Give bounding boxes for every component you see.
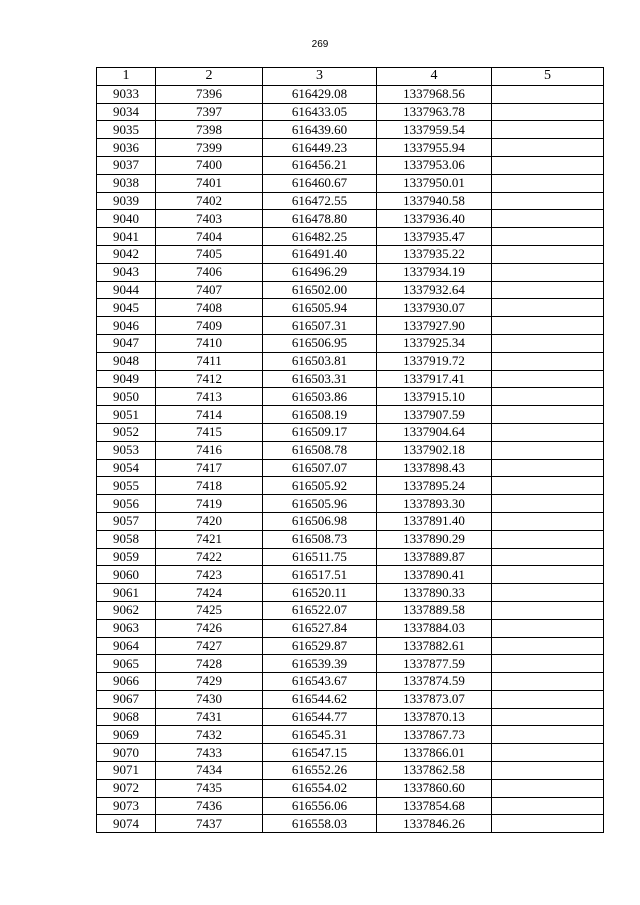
cell-y-coordinate: 1337936.40 bbox=[377, 210, 492, 228]
column-header-5: 5 bbox=[492, 68, 604, 86]
cell-index: 7415 bbox=[156, 423, 263, 441]
cell-y-coordinate: 1337874.59 bbox=[377, 673, 492, 691]
cell-point-number: 9045 bbox=[97, 299, 156, 317]
cell-point-number: 9046 bbox=[97, 317, 156, 335]
cell-note bbox=[492, 263, 604, 281]
cell-y-coordinate: 1337934.19 bbox=[377, 263, 492, 281]
cell-index: 7429 bbox=[156, 673, 263, 691]
cell-index: 7412 bbox=[156, 370, 263, 388]
cell-point-number: 9066 bbox=[97, 673, 156, 691]
cell-x-coordinate: 616554.02 bbox=[263, 779, 377, 797]
cell-y-coordinate: 1337866.01 bbox=[377, 744, 492, 762]
cell-point-number: 9037 bbox=[97, 156, 156, 174]
cell-note bbox=[492, 423, 604, 441]
table-row bbox=[97, 762, 604, 780]
cell-note bbox=[492, 619, 604, 637]
cell-note bbox=[492, 584, 604, 602]
cell-point-number: 9069 bbox=[97, 726, 156, 744]
table-row bbox=[97, 156, 604, 174]
cell-index: 7420 bbox=[156, 512, 263, 530]
cell-note bbox=[492, 139, 604, 157]
table-row bbox=[97, 477, 604, 495]
table-row bbox=[97, 103, 604, 121]
table-row bbox=[97, 441, 604, 459]
cell-index: 7437 bbox=[156, 815, 263, 833]
cell-y-coordinate: 1337860.60 bbox=[377, 779, 492, 797]
cell-y-coordinate: 1337919.72 bbox=[377, 352, 492, 370]
cell-y-coordinate: 1337932.64 bbox=[377, 281, 492, 299]
cell-note bbox=[492, 762, 604, 780]
cell-point-number: 9063 bbox=[97, 619, 156, 637]
cell-point-number: 9043 bbox=[97, 263, 156, 281]
cell-x-coordinate: 616556.06 bbox=[263, 797, 377, 815]
cell-y-coordinate: 1337893.30 bbox=[377, 495, 492, 513]
cell-x-coordinate: 616460.67 bbox=[263, 174, 377, 192]
cell-note bbox=[492, 85, 604, 103]
cell-y-coordinate: 1337904.64 bbox=[377, 423, 492, 441]
cell-y-coordinate: 1337930.07 bbox=[377, 299, 492, 317]
cell-index: 7424 bbox=[156, 584, 263, 602]
table-row bbox=[97, 245, 604, 263]
cell-x-coordinate: 616558.03 bbox=[263, 815, 377, 833]
coordinates-table bbox=[96, 67, 604, 833]
table-row bbox=[97, 281, 604, 299]
cell-point-number: 9049 bbox=[97, 370, 156, 388]
cell-y-coordinate: 1337882.61 bbox=[377, 637, 492, 655]
column-header-4: 4 bbox=[377, 68, 492, 86]
cell-y-coordinate: 1337877.59 bbox=[377, 655, 492, 673]
cell-note bbox=[492, 388, 604, 406]
cell-point-number: 9044 bbox=[97, 281, 156, 299]
cell-index: 7433 bbox=[156, 744, 263, 762]
table-row bbox=[97, 566, 604, 584]
cell-x-coordinate: 616507.07 bbox=[263, 459, 377, 477]
cell-index: 7428 bbox=[156, 655, 263, 673]
cell-y-coordinate: 1337867.73 bbox=[377, 726, 492, 744]
table-row bbox=[97, 352, 604, 370]
table-row bbox=[97, 726, 604, 744]
cell-note bbox=[492, 512, 604, 530]
cell-note bbox=[492, 566, 604, 584]
table-row bbox=[97, 601, 604, 619]
cell-point-number: 9047 bbox=[97, 334, 156, 352]
cell-x-coordinate: 616433.05 bbox=[263, 103, 377, 121]
cell-x-coordinate: 616496.29 bbox=[263, 263, 377, 281]
cell-x-coordinate: 616506.98 bbox=[263, 512, 377, 530]
cell-x-coordinate: 616508.78 bbox=[263, 441, 377, 459]
page-number: 269 bbox=[311, 39, 329, 50]
table-row bbox=[97, 370, 604, 388]
cell-index: 7416 bbox=[156, 441, 263, 459]
column-header-3: 3 bbox=[263, 68, 377, 86]
table-row bbox=[97, 637, 604, 655]
cell-x-coordinate: 616509.17 bbox=[263, 423, 377, 441]
cell-y-coordinate: 1337968.56 bbox=[377, 85, 492, 103]
cell-y-coordinate: 1337940.58 bbox=[377, 192, 492, 210]
cell-note bbox=[492, 192, 604, 210]
cell-index: 7418 bbox=[156, 477, 263, 495]
cell-note bbox=[492, 156, 604, 174]
table-row bbox=[97, 121, 604, 139]
table-row bbox=[97, 655, 604, 673]
cell-point-number: 9053 bbox=[97, 441, 156, 459]
table-row bbox=[97, 744, 604, 762]
cell-x-coordinate: 616482.25 bbox=[263, 228, 377, 246]
cell-note bbox=[492, 637, 604, 655]
cell-index: 7434 bbox=[156, 762, 263, 780]
cell-y-coordinate: 1337889.58 bbox=[377, 601, 492, 619]
cell-point-number: 9058 bbox=[97, 530, 156, 548]
cell-note bbox=[492, 406, 604, 424]
cell-note bbox=[492, 779, 604, 797]
table-row bbox=[97, 530, 604, 548]
cell-y-coordinate: 1337955.94 bbox=[377, 139, 492, 157]
cell-point-number: 9067 bbox=[97, 690, 156, 708]
cell-y-coordinate: 1337895.24 bbox=[377, 477, 492, 495]
cell-point-number: 9050 bbox=[97, 388, 156, 406]
cell-x-coordinate: 616503.31 bbox=[263, 370, 377, 388]
cell-y-coordinate: 1337950.01 bbox=[377, 174, 492, 192]
cell-y-coordinate: 1337870.13 bbox=[377, 708, 492, 726]
cell-y-coordinate: 1337963.78 bbox=[377, 103, 492, 121]
cell-y-coordinate: 1337907.59 bbox=[377, 406, 492, 424]
cell-point-number: 9048 bbox=[97, 352, 156, 370]
table-row bbox=[97, 210, 604, 228]
table-row bbox=[97, 174, 604, 192]
cell-point-number: 9052 bbox=[97, 423, 156, 441]
cell-x-coordinate: 616527.84 bbox=[263, 619, 377, 637]
cell-index: 7419 bbox=[156, 495, 263, 513]
cell-point-number: 9054 bbox=[97, 459, 156, 477]
cell-index: 7398 bbox=[156, 121, 263, 139]
cell-note bbox=[492, 228, 604, 246]
cell-note bbox=[492, 690, 604, 708]
cell-y-coordinate: 1337915.10 bbox=[377, 388, 492, 406]
table-row bbox=[97, 263, 604, 281]
cell-index: 7406 bbox=[156, 263, 263, 281]
cell-y-coordinate: 1337889.87 bbox=[377, 548, 492, 566]
cell-note bbox=[492, 370, 604, 388]
cell-x-coordinate: 616478.80 bbox=[263, 210, 377, 228]
cell-point-number: 9062 bbox=[97, 601, 156, 619]
cell-note bbox=[492, 477, 604, 495]
cell-note bbox=[492, 548, 604, 566]
cell-point-number: 9060 bbox=[97, 566, 156, 584]
table-row bbox=[97, 388, 604, 406]
cell-x-coordinate: 616502.00 bbox=[263, 281, 377, 299]
cell-x-coordinate: 616520.11 bbox=[263, 584, 377, 602]
table-row bbox=[97, 779, 604, 797]
cell-point-number: 9042 bbox=[97, 245, 156, 263]
cell-note bbox=[492, 459, 604, 477]
cell-y-coordinate: 1337959.54 bbox=[377, 121, 492, 139]
table-row bbox=[97, 317, 604, 335]
cell-note bbox=[492, 441, 604, 459]
cell-point-number: 9034 bbox=[97, 103, 156, 121]
cell-x-coordinate: 616449.23 bbox=[263, 139, 377, 157]
cell-note bbox=[492, 245, 604, 263]
cell-index: 7407 bbox=[156, 281, 263, 299]
cell-note bbox=[492, 281, 604, 299]
cell-point-number: 9065 bbox=[97, 655, 156, 673]
cell-index: 7403 bbox=[156, 210, 263, 228]
cell-x-coordinate: 616503.81 bbox=[263, 352, 377, 370]
cell-point-number: 9072 bbox=[97, 779, 156, 797]
cell-point-number: 9035 bbox=[97, 121, 156, 139]
cell-index: 7400 bbox=[156, 156, 263, 174]
cell-x-coordinate: 616507.31 bbox=[263, 317, 377, 335]
cell-note bbox=[492, 815, 604, 833]
cell-y-coordinate: 1337898.43 bbox=[377, 459, 492, 477]
cell-x-coordinate: 616544.77 bbox=[263, 708, 377, 726]
cell-note bbox=[492, 726, 604, 744]
cell-y-coordinate: 1337902.18 bbox=[377, 441, 492, 459]
cell-x-coordinate: 616517.51 bbox=[263, 566, 377, 584]
table-row bbox=[97, 459, 604, 477]
cell-index: 7396 bbox=[156, 85, 263, 103]
cell-y-coordinate: 1337935.47 bbox=[377, 228, 492, 246]
cell-point-number: 9068 bbox=[97, 708, 156, 726]
cell-point-number: 9061 bbox=[97, 584, 156, 602]
cell-point-number: 9070 bbox=[97, 744, 156, 762]
table-row bbox=[97, 406, 604, 424]
cell-note bbox=[492, 495, 604, 513]
cell-note bbox=[492, 103, 604, 121]
cell-y-coordinate: 1337917.41 bbox=[377, 370, 492, 388]
cell-index: 7409 bbox=[156, 317, 263, 335]
cell-note bbox=[492, 299, 604, 317]
cell-x-coordinate: 616544.62 bbox=[263, 690, 377, 708]
cell-index: 7423 bbox=[156, 566, 263, 584]
cell-y-coordinate: 1337854.68 bbox=[377, 797, 492, 815]
cell-note bbox=[492, 744, 604, 762]
cell-note bbox=[492, 655, 604, 673]
cell-x-coordinate: 616508.73 bbox=[263, 530, 377, 548]
cell-point-number: 9055 bbox=[97, 477, 156, 495]
table-row bbox=[97, 334, 604, 352]
cell-y-coordinate: 1337925.34 bbox=[377, 334, 492, 352]
cell-note bbox=[492, 317, 604, 335]
cell-index: 7414 bbox=[156, 406, 263, 424]
cell-y-coordinate: 1337890.33 bbox=[377, 584, 492, 602]
cell-point-number: 9074 bbox=[97, 815, 156, 833]
cell-y-coordinate: 1337846.26 bbox=[377, 815, 492, 833]
table-row bbox=[97, 584, 604, 602]
cell-note bbox=[492, 708, 604, 726]
cell-x-coordinate: 616552.26 bbox=[263, 762, 377, 780]
table-row bbox=[97, 228, 604, 246]
cell-y-coordinate: 1337890.29 bbox=[377, 530, 492, 548]
cell-x-coordinate: 616508.19 bbox=[263, 406, 377, 424]
cell-index: 7421 bbox=[156, 530, 263, 548]
header-row bbox=[97, 68, 604, 86]
cell-index: 7432 bbox=[156, 726, 263, 744]
cell-x-coordinate: 616505.92 bbox=[263, 477, 377, 495]
cell-index: 7404 bbox=[156, 228, 263, 246]
cell-point-number: 9033 bbox=[97, 85, 156, 103]
cell-note bbox=[492, 530, 604, 548]
cell-note bbox=[492, 797, 604, 815]
cell-note bbox=[492, 210, 604, 228]
cell-point-number: 9073 bbox=[97, 797, 156, 815]
cell-x-coordinate: 616506.95 bbox=[263, 334, 377, 352]
cell-point-number: 9056 bbox=[97, 495, 156, 513]
cell-index: 7402 bbox=[156, 192, 263, 210]
cell-index: 7410 bbox=[156, 334, 263, 352]
cell-x-coordinate: 616547.15 bbox=[263, 744, 377, 762]
cell-point-number: 9036 bbox=[97, 139, 156, 157]
cell-index: 7399 bbox=[156, 139, 263, 157]
cell-point-number: 9071 bbox=[97, 762, 156, 780]
cell-index: 7430 bbox=[156, 690, 263, 708]
cell-x-coordinate: 616545.31 bbox=[263, 726, 377, 744]
table-row bbox=[97, 673, 604, 691]
cell-x-coordinate: 616491.40 bbox=[263, 245, 377, 263]
cell-index: 7401 bbox=[156, 174, 263, 192]
cell-index: 7417 bbox=[156, 459, 263, 477]
cell-x-coordinate: 616539.39 bbox=[263, 655, 377, 673]
cell-point-number: 9038 bbox=[97, 174, 156, 192]
cell-y-coordinate: 1337953.06 bbox=[377, 156, 492, 174]
cell-y-coordinate: 1337862.58 bbox=[377, 762, 492, 780]
table-row bbox=[97, 192, 604, 210]
cell-index: 7431 bbox=[156, 708, 263, 726]
column-header-1: 1 bbox=[97, 68, 156, 86]
table-row bbox=[97, 619, 604, 637]
table-row bbox=[97, 495, 604, 513]
table-row bbox=[97, 85, 604, 103]
cell-x-coordinate: 616511.75 bbox=[263, 548, 377, 566]
cell-note bbox=[492, 334, 604, 352]
cell-index: 7408 bbox=[156, 299, 263, 317]
cell-x-coordinate: 616543.67 bbox=[263, 673, 377, 691]
table-row bbox=[97, 139, 604, 157]
cell-index: 7427 bbox=[156, 637, 263, 655]
cell-note bbox=[492, 673, 604, 691]
cell-note bbox=[492, 121, 604, 139]
table-row bbox=[97, 423, 604, 441]
table-row bbox=[97, 548, 604, 566]
cell-y-coordinate: 1337884.03 bbox=[377, 619, 492, 637]
cell-x-coordinate: 616429.08 bbox=[263, 85, 377, 103]
table-row bbox=[97, 299, 604, 317]
cell-index: 7425 bbox=[156, 601, 263, 619]
cell-note bbox=[492, 601, 604, 619]
table-row bbox=[97, 512, 604, 530]
cell-y-coordinate: 1337891.40 bbox=[377, 512, 492, 530]
cell-x-coordinate: 616456.21 bbox=[263, 156, 377, 174]
cell-x-coordinate: 616503.86 bbox=[263, 388, 377, 406]
cell-note bbox=[492, 352, 604, 370]
cell-x-coordinate: 616472.55 bbox=[263, 192, 377, 210]
cell-index: 7436 bbox=[156, 797, 263, 815]
cell-index: 7405 bbox=[156, 245, 263, 263]
cell-index: 7426 bbox=[156, 619, 263, 637]
cell-point-number: 9041 bbox=[97, 228, 156, 246]
cell-x-coordinate: 616505.94 bbox=[263, 299, 377, 317]
cell-x-coordinate: 616522.07 bbox=[263, 601, 377, 619]
cell-y-coordinate: 1337927.90 bbox=[377, 317, 492, 335]
cell-point-number: 9040 bbox=[97, 210, 156, 228]
cell-x-coordinate: 616439.60 bbox=[263, 121, 377, 139]
cell-point-number: 9064 bbox=[97, 637, 156, 655]
cell-y-coordinate: 1337890.41 bbox=[377, 566, 492, 584]
cell-x-coordinate: 616505.96 bbox=[263, 495, 377, 513]
cell-index: 7397 bbox=[156, 103, 263, 121]
table-row bbox=[97, 708, 604, 726]
cell-point-number: 9039 bbox=[97, 192, 156, 210]
cell-index: 7435 bbox=[156, 779, 263, 797]
cell-y-coordinate: 1337935.22 bbox=[377, 245, 492, 263]
cell-x-coordinate: 616529.87 bbox=[263, 637, 377, 655]
cell-index: 7413 bbox=[156, 388, 263, 406]
table-row bbox=[97, 815, 604, 833]
cell-index: 7422 bbox=[156, 548, 263, 566]
cell-y-coordinate: 1337873.07 bbox=[377, 690, 492, 708]
cell-point-number: 9059 bbox=[97, 548, 156, 566]
cell-point-number: 9051 bbox=[97, 406, 156, 424]
table-row bbox=[97, 797, 604, 815]
cell-index: 7411 bbox=[156, 352, 263, 370]
column-header-2: 2 bbox=[156, 68, 263, 86]
table-body bbox=[97, 85, 604, 832]
table-row bbox=[97, 690, 604, 708]
cell-note bbox=[492, 174, 604, 192]
cell-point-number: 9057 bbox=[97, 512, 156, 530]
